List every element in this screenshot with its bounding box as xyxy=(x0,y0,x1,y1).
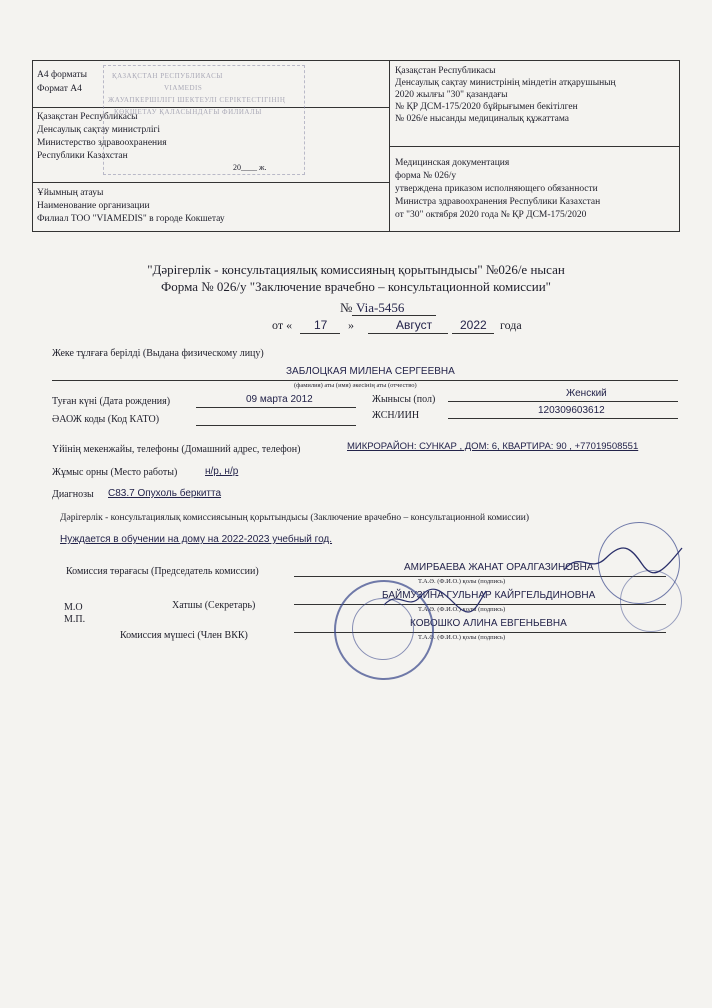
mp-ru: М.П. xyxy=(64,614,86,625)
address-value: МИКРОРАЙОН: СУНКАР , ДОМ: 6, КВАРТИРА: 90 , +77019508551 xyxy=(347,441,639,452)
order-ru-line: форма № 026/у xyxy=(395,171,457,181)
underline xyxy=(52,380,678,381)
order-ru-line: Медицинская документация xyxy=(395,158,510,168)
secretary-label: Хатшы (Секретарь) xyxy=(172,600,256,611)
conclusion-label: Дәрігерлік - консультациялық комиссиясының қорытындысы (Заключение врачебно – консультационной комиссии) xyxy=(60,513,530,523)
order-kz-line: № 026/е нысанды медициналық құжаттама xyxy=(395,114,569,124)
form-title-kz: "Дәрігерлік - консультациялық комиссияның қорытындысы" №026/е нысан xyxy=(147,262,565,277)
iin-value: 120309603612 xyxy=(538,405,605,416)
signature-caption: Т.А.Ә. (Ф.И.О.) қолы (подпись) xyxy=(418,578,506,585)
stamp-text: ҚАЗАҚСТАН РЕСПУБЛИКАСЫ xyxy=(112,72,223,80)
mp-kz: М.О xyxy=(64,602,83,613)
handwritten-signature xyxy=(560,540,690,580)
date-day: 17 xyxy=(314,318,328,332)
underline xyxy=(196,425,356,426)
date-year-suffix: года xyxy=(500,318,522,332)
signature-caption: Т.А.Ә. (Ф.И.О.) қолы (подпись) xyxy=(418,606,506,613)
underline xyxy=(196,407,356,408)
stamp-text: КӨКШЕТАУ ҚАЛАСЫНДАҒЫ ФИЛИАЛЫ xyxy=(114,108,262,116)
underline xyxy=(448,401,678,402)
underline xyxy=(352,315,436,316)
chair-label: Комиссия төрағасы (Председатель комиссии) xyxy=(66,566,259,577)
ministry-kz: Қазақстан Республикасы xyxy=(37,112,138,122)
handwritten-signature xyxy=(380,585,490,615)
order-ru-line: Министра здравоохранения Республики Казахстан xyxy=(395,197,601,207)
dob-label: Туған күні (Дата рождения) xyxy=(52,396,171,407)
order-kz-line: № ҚР ДСМ-175/2020 бұйрығымен бекітілген xyxy=(395,102,578,112)
ministry-kz-2: Денсаулық сақтау министрлігі xyxy=(37,125,160,135)
dob-value: 09 марта 2012 xyxy=(246,394,313,405)
order-ru-line: утверждена приказом исполняющего обязанности xyxy=(395,184,598,194)
org-label-ru: Наименование организации xyxy=(37,201,150,211)
stamp-text: ЖАУАПКЕРШІЛІГІ ШЕКТЕУЛІ СЕРІКТЕСТІГІНІҢ xyxy=(108,96,286,104)
sex-label: Жынысы (пол) xyxy=(372,394,436,405)
divider xyxy=(389,146,679,147)
date-year: 2022 xyxy=(460,318,487,332)
signature-caption: Т.А.Ә. (Ф.И.О.) қолы (подпись) xyxy=(418,634,506,641)
secretary-name: БАЙМУЗИНА ГУЛЬНАР КАЙРГЕЛЬДИНОВНА xyxy=(382,590,596,601)
underline xyxy=(452,333,494,334)
number-prefix: № xyxy=(340,300,353,315)
document-number: Via-5456 xyxy=(356,300,405,315)
patient-name: ЗАБЛОЦКАЯ МИЛЕНА СЕРГЕЕВНА xyxy=(286,366,455,377)
stamp-text: VIAMEDIS xyxy=(164,84,203,92)
ministry-ru-2: Республики Казахстан xyxy=(37,151,128,161)
underline xyxy=(368,333,448,334)
member-name: КОВОШКО АЛИНА ЕВГЕНЬЕВНА xyxy=(410,618,567,629)
date-month: Август xyxy=(396,318,433,332)
work-label: Жұмыс орны (Место работы) xyxy=(52,467,178,478)
iin-label: ЖСН/ИИН xyxy=(372,410,420,421)
org-name: Филиал ТОО "VIAMEDIS" в городе Кокшетау xyxy=(37,214,225,224)
org-label-kz: Ұйымның атауы xyxy=(37,188,104,198)
ministry-ru: Министерство здравоохранения xyxy=(37,138,167,148)
date-blank: 20____ ж. xyxy=(233,163,267,172)
diagnosis-label: Диагнозы xyxy=(52,489,94,500)
underline xyxy=(448,418,678,419)
header-table xyxy=(32,60,680,232)
form-title-ru: Форма № 026/у "Заключение врачебно – консультационной комиссии" xyxy=(161,279,551,294)
date-mid: » xyxy=(348,318,354,332)
name-caption: (фамилия) аты (имя) әкесінің аты (отчество) xyxy=(294,382,417,389)
order-kz-line: Қазақстан Республикасы xyxy=(395,66,496,76)
format-kz: А4 форматы xyxy=(37,70,87,80)
chair-name: АМИРБАЕВА ЖАНАТ ОРАЛГАЗИНОВНА xyxy=(404,562,594,573)
member-label: Комиссия мүшесі (Член ВКК) xyxy=(120,630,248,641)
underline xyxy=(300,333,340,334)
order-kz-line: 2020 жылғы "30" қазандағы xyxy=(395,90,508,100)
conclusion-value: Нуждается в обучении на дому на 2022-2023 учебный год. xyxy=(60,534,333,545)
date-prefix: от « xyxy=(272,318,293,332)
address-label: Үйінің мекенжайы, телефоны (Домашний адрес, телефон) xyxy=(52,444,301,455)
diagnosis-value: C83.7 Опухоль беркитта xyxy=(108,488,222,499)
work-value: н/р, н/р xyxy=(205,466,239,477)
order-ru-line: от "30" октября 2020 года № ҚР ДСМ-175/2020 xyxy=(395,210,587,220)
sex-value: Женский xyxy=(566,388,607,399)
issued-label: Жеке тұлғаға берілді (Выдана физическому лицу) xyxy=(52,348,264,359)
format-ru: Формат А4 xyxy=(37,84,82,94)
order-kz-line: Денсаулық сақтау министрінің міндетін атқарушының xyxy=(395,78,616,88)
kato-label: ӘАОЖ коды (Код КАТО) xyxy=(52,414,160,425)
divider xyxy=(33,182,389,183)
